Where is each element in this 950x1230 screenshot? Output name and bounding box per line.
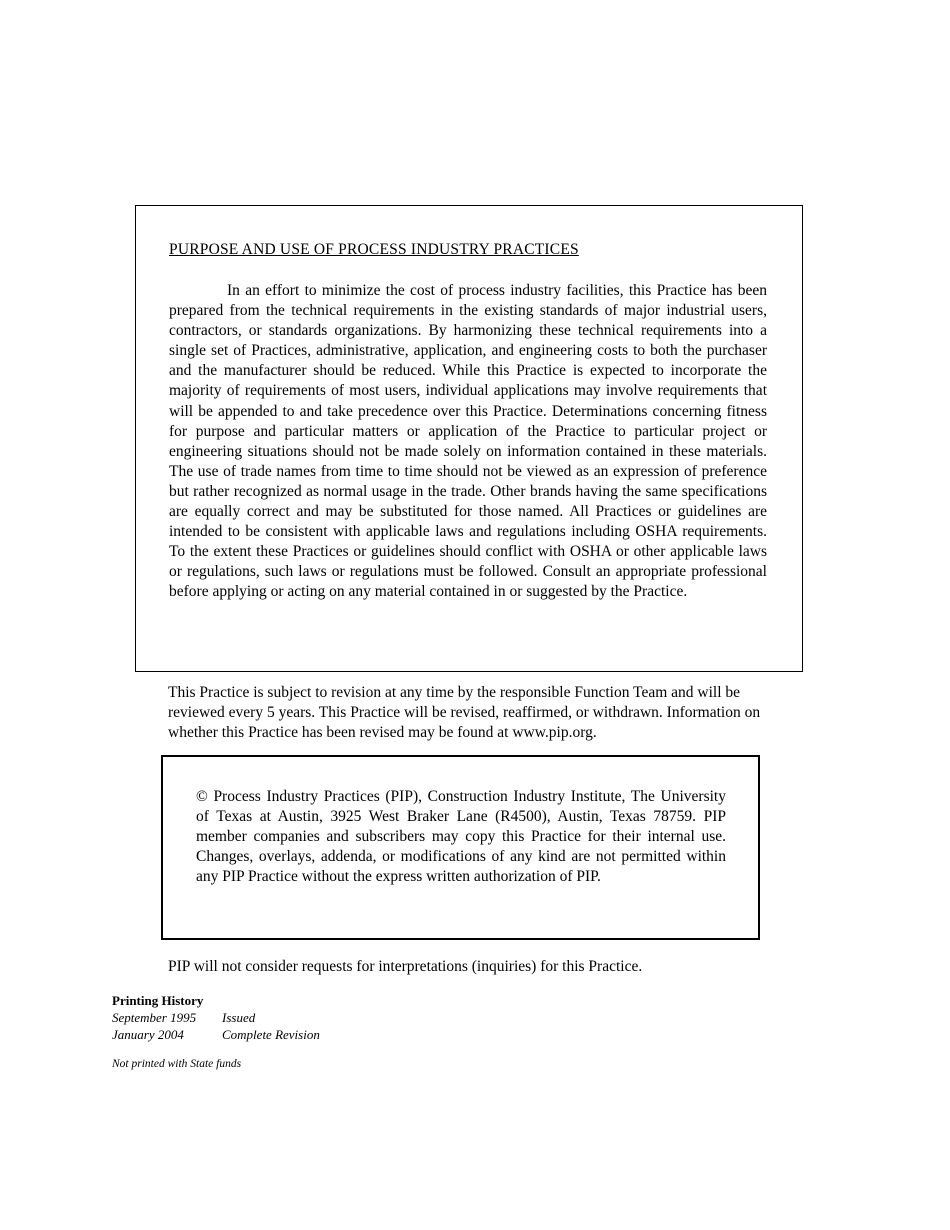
printing-history-date: September 1995 (112, 1010, 197, 1025)
copyright-paragraph: © Process Industry Practices (PIP), Construction Industry Institute, The University of Texas at Austin, 3925 West Braker Lane (R4500), Austin, Texas 78759. PIP member companies and subscribers may copy this Practice for their internal use. Changes, overlays, addenda, or modifications of any kind are not permitted within any PIP Practice without the express written authorization of PIP. (196, 788, 726, 886)
printing-history-date: January 2004 (112, 1027, 184, 1042)
printing-history-row (112, 1026, 512, 1043)
printing-history-row (112, 1009, 512, 1026)
purpose-box (135, 205, 803, 672)
revision-paragraph: This Practice is subject to revision at any time by the responsible Function Team and will be reviewed every 5 years. This Practice will be revised, reaffirmed, or withdrawn. Information on whether this Practice has been revised may be found at www.pip.org. (168, 684, 761, 742)
purpose-body-paragraph: In an effort to minimize the cost of process industry facilities, this Practice has been prepared from the technical requirements in the existing standards of major industrial users, contractors, or standards organizations. By harmonizing these technical requirements into a single set of Practices, administrative, application, and engineering costs to both the purchaser and the manufacturer should be reduced. While this Practice is expected to incorporate the majority of requirements of most users, individual applications may involve requirements that will be appended to and take precedence over this Practice. Determinations concerning fitness for purpose and particular matters or application of the Practice to particular project or engineering situations should not be made solely on information contained in these materials. The use of trade names from time to time should not be viewed as an expression of preference but rather recognized as normal usage in the trade. Other brands having the same specifications are equally correct and may be substituted for those named. All Practices or guidelines are intended to be consistent with applicable laws and regulations including OSHA requirements. To the extent these Practices or guidelines should conflict with OSHA or other applicable laws or regulations, such laws or regulations must be followed. Consult an appropriate professional before applying or acting on any material contained in or suggested by the Practice. (169, 282, 767, 601)
printing-history-title: Printing History (112, 993, 204, 1008)
printing-history-event: Issued (222, 1010, 256, 1025)
printing-history-event: Complete Revision (222, 1027, 320, 1042)
copyright-box (161, 755, 760, 940)
inquiries-note: PIP will not consider requests for interpretations (inquiries) for this Practice. (168, 958, 643, 975)
state-funds-note: Not printed with State funds (112, 1058, 242, 1070)
purpose-heading: PURPOSE AND USE OF PROCESS INDUSTRY PRACTICES (169, 241, 579, 258)
printing-history (112, 992, 512, 1043)
